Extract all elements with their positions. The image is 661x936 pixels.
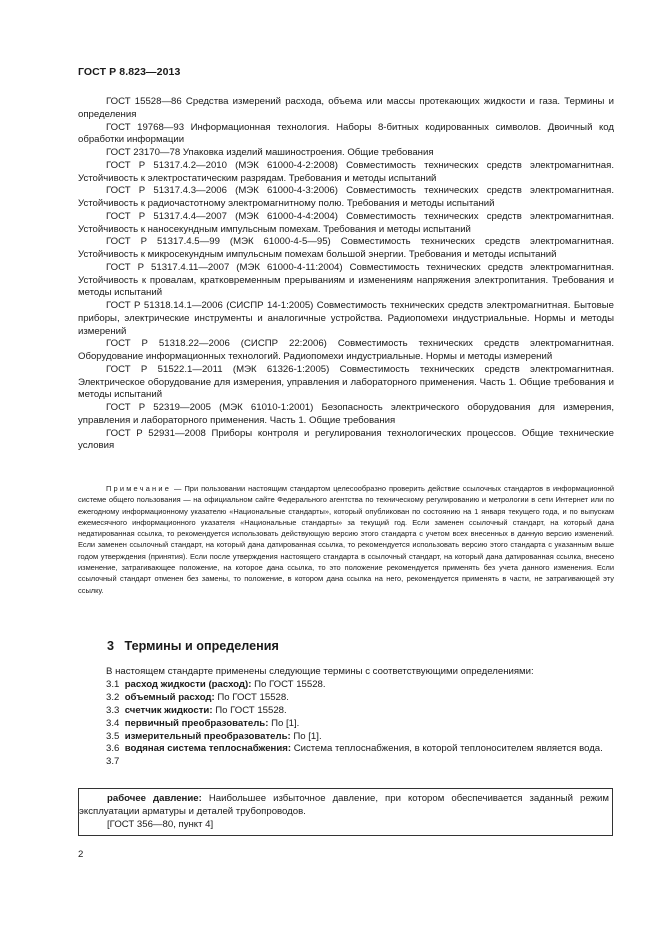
term-item [78, 692, 614, 705]
note-label: Примечание [106, 484, 172, 493]
term-number: 3.4 [106, 717, 120, 729]
reference-item: ГОСТ Р 51317.4.11—2007 (МЭК 61000-4-11:2004) Совместимость технических средств электромагнитная. Устойчивость к провалам, кратковременным прерываниям и изменениям напряжения электропитания. Требования и методы испытаний [78, 261, 614, 299]
reference-item: ГОСТ 23170—78 Упаковка изделий машиностроения. Общие требования [106, 147, 434, 158]
term-definition: По ГОСТ 15528. [217, 691, 289, 703]
term-number: 3.1 [106, 678, 120, 690]
reference-item: ГОСТ 19768—93 Информационная технология. Наборы 8-битных кодированных символов. Двоичный код обработки информации [78, 121, 614, 146]
term-item [78, 743, 614, 756]
reference-item: ГОСТ Р 51317.4.2—2010 (МЭК 61000-4-2:2008) Совместимость технических средств электромагнитная. Устойчивость к электростатическим разрядам. Требования и методы испытаний [78, 159, 614, 184]
note-text: — При пользовании настоящим стандартом целесообразно проверить действие ссылочных стандартов в информационной системе общего пользования — на официальном сайте Федерального агентства по техническому регулированию и метрологии в сети Интернет или по ежегодному информационному указателю «Национальные стандарты», который опубликован по состоянию на 1 января текущего года, и по выпускам ежемесячного информационного указателя «Национальные стандарты» за текущий год. Если заменен ссылочный стандарт, на который дана недатированная ссылка, то рекомендуется использовать действующую версию этого стандарта с учетом всех внесенных в данную версию изменений. Если заменен ссылочный стандарт, на который дана датированная ссылка, то рекомендуется использовать версию этого стандарта с указанным выше годом утверждения (принятия). Если после утверждения настоящего стандарта в ссылочный стандарт, на который дана датированная ссылка, внесено изменение, затрагивающее положение, на которое дана ссылка, то это положение рекомендуется применять без учета данного изменения. Если ссылочный стандарт отменен без замены, то положение, в котором дана ссылка на него, рекомендуется применять в части, не затрагивающей эту ссылку. [78, 484, 614, 595]
term-name: водяная система теплоснабжения: [124, 743, 292, 755]
term-definition: По ГОСТ 15528. [254, 678, 326, 690]
term-name: расход жидкости (расход): [124, 678, 252, 690]
term-number: 3.6 [106, 743, 120, 755]
term-item [78, 705, 614, 718]
section-number: 3 [107, 639, 115, 653]
term-number: 3.3 [106, 704, 120, 716]
term-source: [ГОСТ 356—80, пункт 4] [107, 819, 214, 830]
reference-item: ГОСТ Р 52931—2008 Приборы контроля и регулирования технологических процессов. Общие технические условия [78, 427, 614, 452]
term-name: рабочее давление: [107, 793, 202, 804]
terms-list [78, 666, 614, 769]
reference-item: ГОСТ Р 51317.4.3—2006 (МЭК 61000-4-3:2006) Совместимость технических средств электромагнитная. Устойчивость к радиочастотному электромагнитному полю. Требования и методы испытаний [78, 185, 614, 209]
term-item [78, 679, 614, 692]
reference-item: ГОСТ Р 51317.4.5—99 (МЭК 61000-4-5—95) Совместимость технических средств электромагнитная. Устойчивость к микросекундным импульсным помехам большой энергии. Требования и методы испытаний [78, 236, 614, 260]
reference-item: ГОСТ Р 51318.14.1—2006 (СИСПР 14-1:2005) Совместимость технических средств электромагнитная. Бытовые приборы, электрические инструменты и аналогичные устройства. Радиопомехи индустриальные. Нормы и методы измерений [78, 300, 614, 337]
term-item [78, 731, 614, 744]
document-header: ГОСТ Р 8.823—2013 [78, 66, 181, 78]
term-definition-box [78, 788, 613, 836]
term-name: объемный расход: [124, 691, 215, 703]
term-name: измерительный преобразователь: [124, 730, 291, 742]
term-definition: По ГОСТ 15528. [215, 704, 287, 716]
section-title: Термины и определения [124, 639, 279, 653]
reference-item: ГОСТ Р 52319—2005 (МЭК 61010-1:2001) Безопасность электрического оборудования для измерения, управления и лабораторного применения. Часть 1. Общие требования [78, 402, 614, 426]
terms-intro: В настоящем стандарте применены следующие термины с соответствующими определениями: [106, 666, 534, 677]
reference-item: ГОСТ Р 51317.4.4—2007 (МЭК 61000-4-4:2004) Совместимость технических средств электромагнитная. Устойчивость к наносекундным импульсным помехам. Требования и методы испытаний [78, 210, 614, 235]
term-definition: Система теплоснабжения, в которой теплоносителем является вода. [293, 743, 603, 755]
normative-references [78, 96, 614, 453]
term-number: 3.2 [106, 691, 120, 703]
term-name: счетчик жидкости: [124, 704, 213, 716]
reference-item: ГОСТ Р 51318.22—2006 (СИСПР 22:2006) Совместимость технических средств электромагнитная. Оборудование информационных технологий. Радиопомехи индустриальные. Нормы и методы измерений [78, 338, 614, 362]
term-number: 3.7 [106, 756, 120, 768]
reference-item: ГОСТ Р 51522.1—2011 (МЭК 61326-1:2005) Совместимость технических средств электромагнитная. Электрическое оборудование для измерения, управления и лабораторного применения. Часть 1. Общие требования и методы испытаний [78, 363, 614, 401]
page-number: 2 [78, 849, 84, 860]
term-number: 3.5 [106, 730, 120, 742]
term-item [78, 718, 614, 731]
term-name: первичный преобразователь: [124, 717, 269, 729]
term-item [78, 756, 614, 769]
term-definition: По [1]. [293, 730, 322, 742]
reference-item: ГОСТ 15528—86 Средства измерений расхода, объема или массы протекающих жидкости и газа. Термины и определения [78, 96, 614, 120]
term-definition: Наибольшее избыточное давление, при котором обеспечивается заданный режим эксплуатации арматуры и деталей трубопроводов. [79, 793, 609, 817]
term-definition: По [1]. [271, 717, 300, 729]
section-heading [107, 639, 279, 653]
references-note [78, 483, 614, 596]
